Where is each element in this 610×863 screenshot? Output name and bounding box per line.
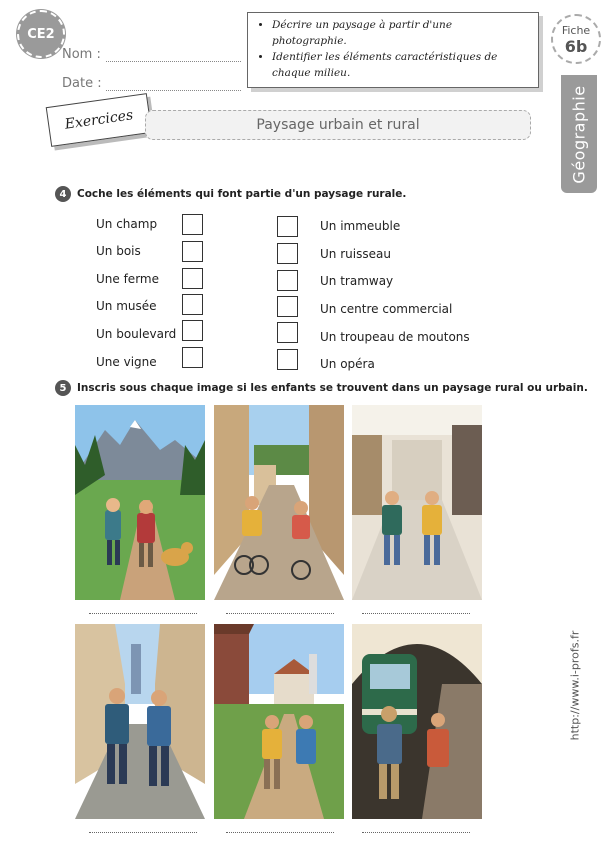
checkbox-right-2[interactable] [277, 243, 298, 264]
right-item: Un troupeau de moutons [320, 330, 470, 344]
left-item: Une ferme [96, 272, 159, 286]
name-label: Nom : [62, 47, 101, 62]
left-item: Un champ [96, 217, 158, 231]
checkbox-left-3[interactable] [182, 268, 203, 289]
photo-farm-path [214, 624, 344, 819]
checkbox-right-5[interactable] [277, 322, 298, 343]
question-number-4: 4 [55, 186, 71, 202]
objective-2: • Identifier les éléments caractéristiques de chaque milieu. [272, 49, 530, 81]
left-item: Un bois [96, 244, 141, 258]
right-item: Un centre commercial [320, 302, 453, 316]
question-number-5: 5 [55, 380, 71, 396]
subject-tab [561, 75, 597, 193]
left-item: Une vigne [96, 355, 157, 369]
checkbox-left-4[interactable] [182, 294, 203, 315]
photo-metro-station [352, 624, 482, 819]
fiche-label: Fiche [561, 24, 591, 37]
photo-city-boulevard [75, 624, 205, 819]
date-label: Date : [62, 76, 102, 91]
answer-line-2[interactable] [226, 612, 334, 614]
left-item: Un boulevard [96, 327, 177, 341]
right-item: Un tramway [320, 274, 394, 288]
answer-line-3[interactable] [362, 612, 470, 614]
level-badge: CE2 [17, 10, 65, 58]
fiche-badge [551, 14, 601, 64]
question-4-instruction: Coche les éléments qui font partie d'un paysage rurale. [77, 188, 407, 200]
name-line[interactable] [106, 60, 241, 62]
date-line[interactable] [106, 89, 241, 91]
photo-mountain-path [75, 405, 205, 600]
checkbox-right-1[interactable] [277, 216, 298, 237]
checkbox-left-5[interactable] [182, 320, 203, 341]
answer-line-6[interactable] [362, 831, 470, 833]
footer-url-container [560, 620, 590, 750]
checkbox-left-6[interactable] [182, 347, 203, 368]
photo-shopping-mall [352, 405, 482, 600]
objective-1: • Décrire un paysage à partir d'une photographie. [272, 17, 530, 49]
objectives-box [247, 12, 539, 88]
checkbox-left-2[interactable] [182, 241, 203, 262]
section-label: Exercices [46, 93, 153, 147]
page-title: Paysage urbain et rural [145, 110, 531, 140]
right-item: Un ruisseau [320, 247, 391, 261]
right-item: Un opéra [320, 357, 375, 371]
answer-line-4[interactable] [89, 831, 197, 833]
right-item: Un immeuble [320, 219, 401, 233]
fiche-number: 6b [564, 37, 588, 56]
question-5-instruction: Inscris sous chaque image si les enfants se trouvent dans un paysage rural ou urbain. [77, 382, 588, 394]
checkbox-right-3[interactable] [277, 270, 298, 291]
checkbox-right-4[interactable] [277, 296, 298, 317]
answer-line-1[interactable] [89, 612, 197, 614]
checkbox-left-1[interactable] [182, 214, 203, 235]
checkbox-right-6[interactable] [277, 349, 298, 370]
left-item: Un musée [96, 299, 157, 313]
answer-line-5[interactable] [226, 831, 334, 833]
footer-url[interactable]: http://www.i-profs.fr [568, 630, 582, 740]
photo-village-street [214, 405, 344, 600]
subject-label: Géographie [569, 84, 589, 184]
